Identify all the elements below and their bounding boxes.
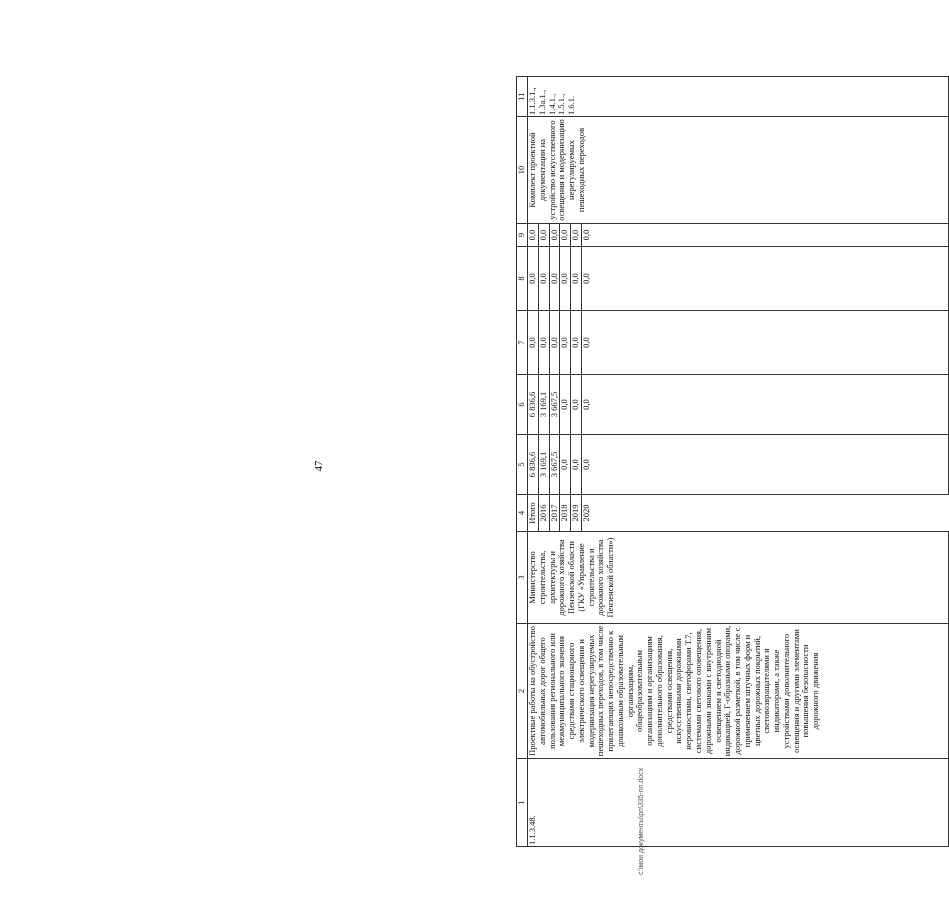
col-header: 2 [517,624,528,759]
col-header: 6 [517,375,528,435]
value-cell: 0,0 [538,247,549,311]
value-cell: 0,0 [528,224,539,247]
col-header: 8 [517,247,528,311]
col-header: 10 [517,117,528,224]
value-cell: 0,0 [538,224,549,247]
value-cell: 0,0 [571,247,582,311]
col-header: 7 [517,311,528,375]
value-cell: 0,0 [560,311,571,375]
value-cell: 0,0 [571,224,582,247]
value-cell: 0,0 [571,311,582,375]
value-cell: 6 836,6 [528,435,539,495]
page-number: 47 [313,460,325,472]
value-cell: 0,0 [581,311,948,375]
row-executor: Министерство строительства, архитектуры и дорожного хозяйства Пензенской области (ГКУ «Управление строительства и дорожного хозяйства Пензенской области») [528,532,949,624]
row-id: 1.1.3.48. [528,759,949,847]
value-cell: 0,0 [581,375,948,435]
value-cell: 3 169,1 [538,435,549,495]
value-cell: 3 169,1 [538,375,549,435]
value-cell: 0,0 [549,247,560,311]
row-description: Проектные работы на обустройство автомобильных дорог общего пользования регионального или межмуниципального значения средствами стационарного электрического освещения и модернизация нерегулируемых пешеходных переходов, в том числе прилегающих непосредственно к дошкольным образовательным организациям, общеобразовательным организациям и организациям дополнительного образования, средствами освещения, искусственными дорожными неровностями, светофорами Т.7, системами светового оповещения, дорожными знаками с внутренним освещением и светодиодной индикацией, Г-образными опорами, дорожной разметкой, в том числе с применением штучных форм и цветных дорожных покрытий, световозвращателями и индикаторами, а также устройствами дополнительного освещения и другими элементами повышения безопасности дорожного движения [528,624,949,759]
value-cell: 0,0 [581,247,948,311]
col-header: 4 [517,495,528,532]
value-cell: 3 667,5 [549,435,560,495]
value-cell: 0,0 [560,224,571,247]
col-header: 11 [517,77,528,117]
year-cell: 2017 [549,495,560,532]
value-cell: 0,0 [571,435,582,495]
value-cell: 0,0 [528,311,539,375]
value-cell: 6 836,6 [528,375,539,435]
row-result: Комплект проектной документации на устройство искусственного освещения и модернизацию нерегулируемых пешеходных переходов [528,117,949,224]
table-row [528,77,539,847]
value-cell: 0,0 [538,311,549,375]
year-cell: 2018 [560,495,571,532]
col-header: 1 [517,759,528,847]
value-cell: 0,0 [549,224,560,247]
year-cell: 2020 [581,495,948,532]
year-cell: Итого [528,495,539,532]
col-header: 3 [517,532,528,624]
year-cell: 2016 [538,495,549,532]
value-cell: 0,0 [581,435,948,495]
value-cell: 0,0 [571,375,582,435]
value-cell: 0,0 [560,435,571,495]
header-row [517,77,528,847]
value-cell: 0,0 [560,375,571,435]
value-cell: 0,0 [549,311,560,375]
col-header: 5 [517,435,528,495]
col-header: 9 [517,224,528,247]
file-path: c:\мои документы\рп\335-пп.docx [638,767,645,875]
value-cell: 3 667,5 [549,375,560,435]
year-cell: 2019 [571,495,582,532]
row-indicators: 1.1.3.1., 1.3а.1., 1.4.1., 1.5.1., 1.6.1. [528,77,949,117]
value-cell: 0,0 [528,247,539,311]
program-table [516,76,949,847]
value-cell: 0,0 [581,224,948,247]
value-cell: 0,0 [560,247,571,311]
